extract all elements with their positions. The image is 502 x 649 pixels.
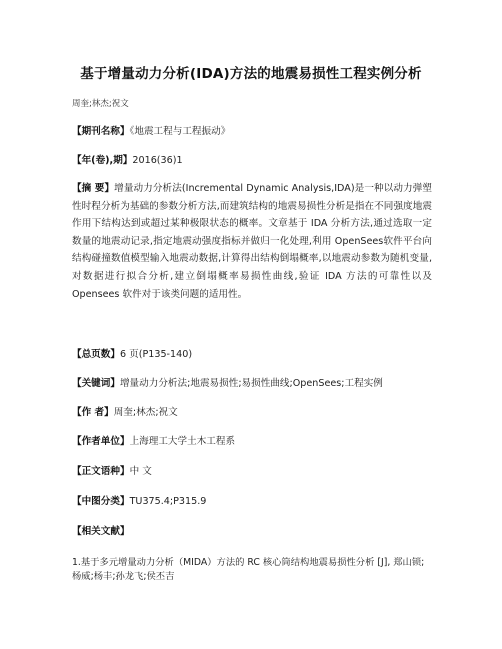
field-language [72, 464, 432, 479]
field-value: 增量动力分析法;地震易损性;易损性曲线;OpenSees;工程实例 [119, 378, 383, 389]
reference-item[interactable]: 1.基于多元增量动力分析（MIDA）方法的 RC 核心筒结构地震易损性分析 [J], 郑山锁;杨威;杨丰;孙龙飞;侯丕吉 [72, 557, 425, 582]
field-value: 增量动力分析法(Incremental Dynamic Analysis,IDA)是一种以动力弹塑性时程分析为基础的参数分析方法,而建筑结构的地震易损性分析是指在不同强度地震作用下结构达到或超过某种极限状态的概率。文章基于 IDA 分析方法,通过选取一定数量的地震动记录,指定地震动强度指标并做归一化处理,利用 OpenSees软件平台向结构碰撞数值模型输入地震动数据,计算得出结构倒塌概率,以地震动参数为随机变量,对数据进行拟合分析,建立倒塌概率易损性曲线,验证 IDA 方法的可靠性以及 Opensees 软件对于该类问题的适用性。 [72, 183, 432, 300]
field-label: 【作者单位】 [72, 436, 130, 447]
field-classification [72, 494, 432, 509]
authors-line: 周奎;林杰;祝文 [72, 99, 129, 109]
field-authors [72, 405, 432, 420]
field-abstract [72, 180, 432, 303]
field-value: 《地震工程与工程振动》 [129, 126, 231, 137]
field-label: 【期刊名称】 [72, 126, 130, 137]
field-related-literature [72, 524, 432, 539]
field-label: 【中图分类】 [72, 496, 130, 507]
field-value: 上海理工大学土木工程系 [129, 436, 236, 447]
field-keywords [72, 376, 432, 391]
field-journal-name [72, 124, 432, 139]
field-label: 【相关文献】 [72, 526, 130, 537]
field-value: 6 页(P135-140) [119, 349, 193, 360]
field-value: TU375.4;P315.9 [129, 496, 207, 507]
field-year-volume-issue [72, 153, 432, 168]
field-value: 周奎;林杰;祝文 [113, 407, 178, 418]
field-author-affiliation [72, 434, 432, 449]
document-title: 基于增量动力分析(IDA)方法的地震易损性工程实例分析 [80, 66, 422, 82]
field-label: 【年(卷),期】 [72, 155, 133, 166]
field-value: 2016(36)1 [132, 155, 183, 166]
field-value: 中 文 [129, 466, 152, 477]
field-page-count [72, 347, 432, 362]
field-label: 【作 者】 [72, 407, 114, 418]
field-label: 【摘 要】 [72, 183, 115, 194]
field-label: 【正文语种】 [72, 466, 130, 477]
field-label: 【关键词】 [72, 378, 120, 389]
field-label: 【总页数】 [72, 349, 120, 360]
